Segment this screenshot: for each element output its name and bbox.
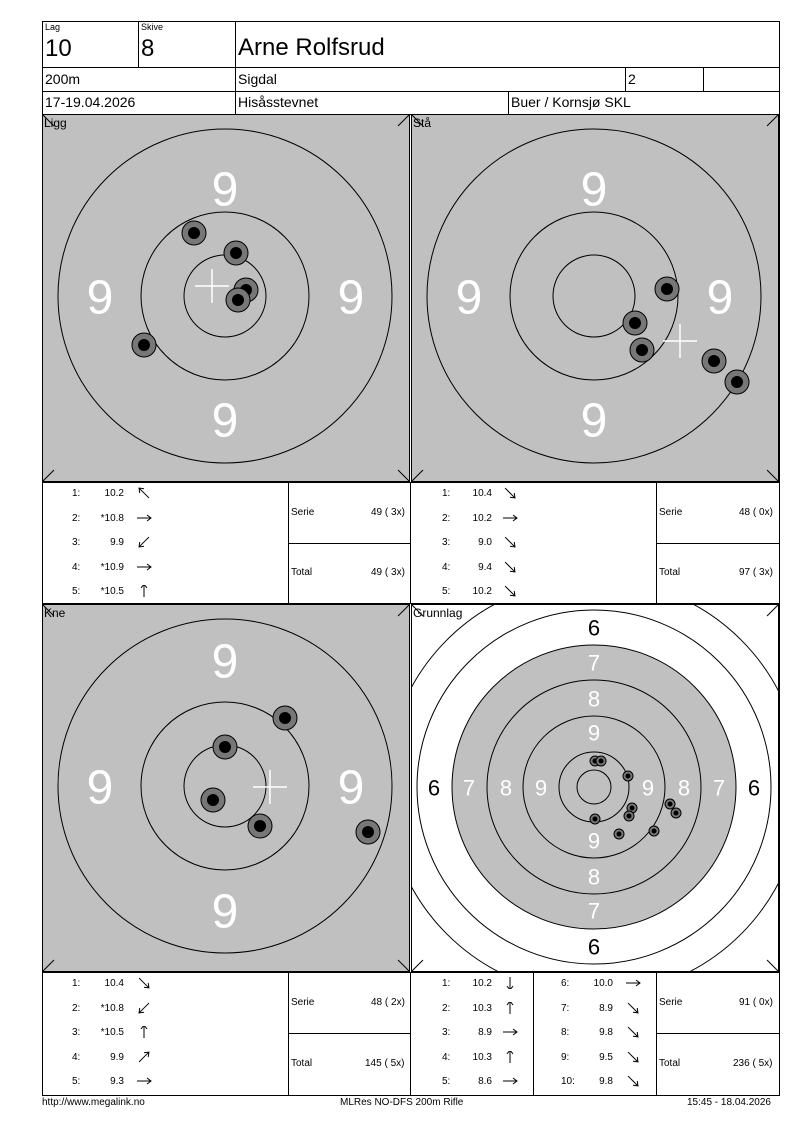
- ring-number: 9: [211, 885, 239, 939]
- shot-value: *10.5: [100, 586, 124, 597]
- serie-label: Serie: [659, 997, 683, 1008]
- ring-number: 8: [677, 775, 691, 801]
- target-grunnlag: [411, 604, 779, 972]
- ring-number: 6: [747, 775, 761, 801]
- shot-direction-arrow-icon: [136, 1075, 152, 1087]
- shot-direction-arrow-icon: [502, 1075, 518, 1087]
- shot-number: 2:: [72, 512, 81, 524]
- shot-value: 8.9: [478, 1027, 492, 1038]
- shot-value: 9.5: [599, 1051, 613, 1063]
- shot-value: 8.6: [478, 1076, 492, 1087]
- shot-value: 10.4: [472, 488, 492, 499]
- shot-direction-arrow-icon: [136, 585, 152, 597]
- footer-program: MLRes NO-DFS 200m Rifle: [340, 1097, 464, 1108]
- ring-number: 7: [587, 898, 601, 924]
- lag-value: 10: [45, 35, 72, 62]
- shot-value: 9.8: [599, 1027, 613, 1038]
- shot-direction-arrow-icon: [136, 1026, 152, 1038]
- shot-direction-arrow-icon: [502, 1002, 518, 1014]
- event-name: Hisåsstevnet: [238, 94, 319, 110]
- ring-number: 9: [211, 635, 239, 689]
- shot-direction-arrow-icon: [625, 1026, 641, 1038]
- shot-number: 10:: [561, 1076, 575, 1087]
- shot-direction-arrow-icon: [136, 487, 152, 499]
- shot-direction-arrow-icon: [136, 512, 152, 524]
- shot-value: 10.0: [593, 978, 613, 989]
- ring-number: 9: [534, 775, 548, 801]
- shot-value: 9.3: [110, 1076, 124, 1087]
- ring-number: 9: [86, 271, 114, 325]
- shot-direction-arrow-icon: [625, 1051, 641, 1063]
- shot-direction-arrow-icon: [136, 977, 152, 989]
- shot-direction-arrow-icon: [502, 1026, 518, 1038]
- shot-number: 2:: [442, 1002, 451, 1014]
- total-value-staa: 97 ( 3x): [739, 567, 773, 578]
- ring-number: 6: [587, 615, 601, 641]
- shot-value: 9.9: [110, 1051, 124, 1063]
- ring-number: 9: [587, 720, 601, 746]
- total-label: Total: [291, 567, 313, 578]
- lag-label: Lag: [45, 22, 61, 32]
- serie-value-staa: 48 ( 0x): [739, 507, 773, 518]
- target-title-grunnlag: Grunnlag: [413, 606, 463, 620]
- serie-value-ligg: 49 ( 3x): [371, 507, 405, 518]
- skive-label: Skive: [141, 22, 164, 32]
- distance: 200m: [45, 71, 81, 87]
- shot-value: 10.3: [472, 1051, 492, 1063]
- serie-value-kne: 48 ( 2x): [371, 997, 405, 1008]
- ring-number: 8: [499, 775, 513, 801]
- ring-number: 7: [462, 775, 476, 801]
- shot-number: 1:: [442, 488, 451, 499]
- ring-number: 9: [337, 761, 365, 815]
- shot-value: *10.5: [100, 1027, 124, 1038]
- shot-direction-arrow-icon: [502, 561, 518, 573]
- ring-number: 9: [211, 163, 239, 217]
- shot-number: 4:: [72, 1051, 81, 1063]
- venue: Buer / Kornsjø SKL: [511, 94, 631, 110]
- total-value-ligg: 49 ( 3x): [371, 567, 405, 578]
- shot-number: 8:: [561, 1027, 570, 1038]
- shot-value: *10.9: [100, 561, 124, 573]
- shot-number: 3:: [72, 537, 81, 548]
- shot-direction-arrow-icon: [502, 487, 518, 499]
- shot-number: 6:: [561, 978, 570, 989]
- club: Sigdal: [238, 71, 277, 87]
- target-kne: [42, 604, 410, 972]
- ring-number: 7: [587, 650, 601, 676]
- shot-number: 3:: [442, 1027, 451, 1038]
- shot-number: 1:: [442, 978, 451, 989]
- shot-direction-arrow-icon: [136, 1002, 152, 1014]
- shot-number: 5:: [72, 586, 81, 597]
- ring-number: 9: [337, 271, 365, 325]
- shot-number: 1:: [72, 488, 81, 499]
- shot-number: 3:: [72, 1027, 81, 1038]
- ring-number: 9: [455, 271, 483, 325]
- ring-number: 9: [587, 828, 601, 854]
- shot-value: 9.9: [110, 537, 124, 548]
- shot-number: 1:: [72, 978, 81, 989]
- shot-value: *10.8: [100, 1002, 124, 1014]
- target-staa: [411, 114, 779, 482]
- shot-direction-arrow-icon: [136, 561, 152, 573]
- target-title-kne: Kne: [44, 606, 66, 620]
- total-value-kne: 145 ( 5x): [365, 1058, 405, 1069]
- footer-url[interactable]: http://www.megalink.no: [42, 1097, 145, 1108]
- ring-number: 9: [706, 271, 734, 325]
- skive-value: 8: [141, 35, 155, 62]
- footer-timestamp: 15:45 - 18.04.2026: [687, 1097, 771, 1108]
- date: 17-19.04.2026: [45, 94, 136, 110]
- shot-direction-arrow-icon: [136, 1051, 152, 1063]
- shot-direction-arrow-icon: [502, 512, 518, 524]
- ring-number: 6: [427, 775, 441, 801]
- shot-number: 9:: [561, 1051, 570, 1063]
- ring-number: 8: [587, 686, 601, 712]
- shot-number: 5:: [72, 1076, 81, 1087]
- class: 2: [628, 71, 636, 87]
- shot-number: 4:: [442, 561, 451, 573]
- total-value-grunnlag: 236 ( 5x): [733, 1058, 773, 1069]
- shot-number: 3:: [442, 537, 451, 548]
- target-title-staa: Stå: [413, 116, 432, 130]
- shooter-name: Arne Rolfsrud: [238, 34, 385, 61]
- shot-direction-arrow-icon: [625, 1002, 641, 1014]
- shot-number: 5:: [442, 586, 451, 597]
- total-label: Total: [659, 1058, 681, 1069]
- shot-number: 4:: [72, 561, 81, 573]
- total-label: Total: [659, 567, 681, 578]
- ring-number: 9: [641, 775, 655, 801]
- total-label: Total: [291, 1058, 313, 1069]
- serie-label: Serie: [291, 507, 315, 518]
- shot-number: 7:: [561, 1002, 570, 1014]
- shot-value: 10.3: [472, 1002, 492, 1014]
- shot-value: 9.0: [478, 537, 492, 548]
- target-ligg: [42, 114, 410, 482]
- ring-number: 9: [580, 163, 608, 217]
- shot-value: 9.8: [599, 1076, 613, 1087]
- shot-number: 2:: [72, 1002, 81, 1014]
- shot-value: 10.2: [104, 488, 124, 499]
- shot-direction-arrow-icon: [502, 1051, 518, 1063]
- serie-value-grunnlag: 91 ( 0x): [739, 997, 773, 1008]
- shot-direction-arrow-icon: [625, 1075, 641, 1087]
- shot-value: 10.2: [472, 512, 492, 524]
- shot-direction-arrow-icon: [502, 977, 518, 989]
- shot-value: 8.9: [599, 1002, 613, 1014]
- ring-number: 7: [712, 775, 726, 801]
- serie-label: Serie: [659, 507, 683, 518]
- shot-direction-arrow-icon: [502, 585, 518, 597]
- shot-direction-arrow-icon: [625, 977, 641, 989]
- ring-number: 6: [587, 934, 601, 960]
- shot-direction-arrow-icon: [502, 536, 518, 548]
- shot-value: 9.4: [478, 561, 492, 573]
- target-title-ligg: Ligg: [44, 116, 67, 130]
- shot-value: 10.2: [472, 586, 492, 597]
- shot-number: 2:: [442, 512, 451, 524]
- serie-label: Serie: [291, 997, 315, 1008]
- shot-number: 5:: [442, 1076, 451, 1087]
- shot-number: 4:: [442, 1051, 451, 1063]
- shot-direction-arrow-icon: [136, 536, 152, 548]
- ring-number: 9: [580, 394, 608, 448]
- ring-number: 9: [86, 761, 114, 815]
- shot-value: *10.8: [100, 512, 124, 524]
- ring-number: 8: [587, 864, 601, 890]
- shot-value: 10.2: [472, 978, 492, 989]
- ring-number: 9: [211, 394, 239, 448]
- shot-value: 10.4: [104, 978, 124, 989]
